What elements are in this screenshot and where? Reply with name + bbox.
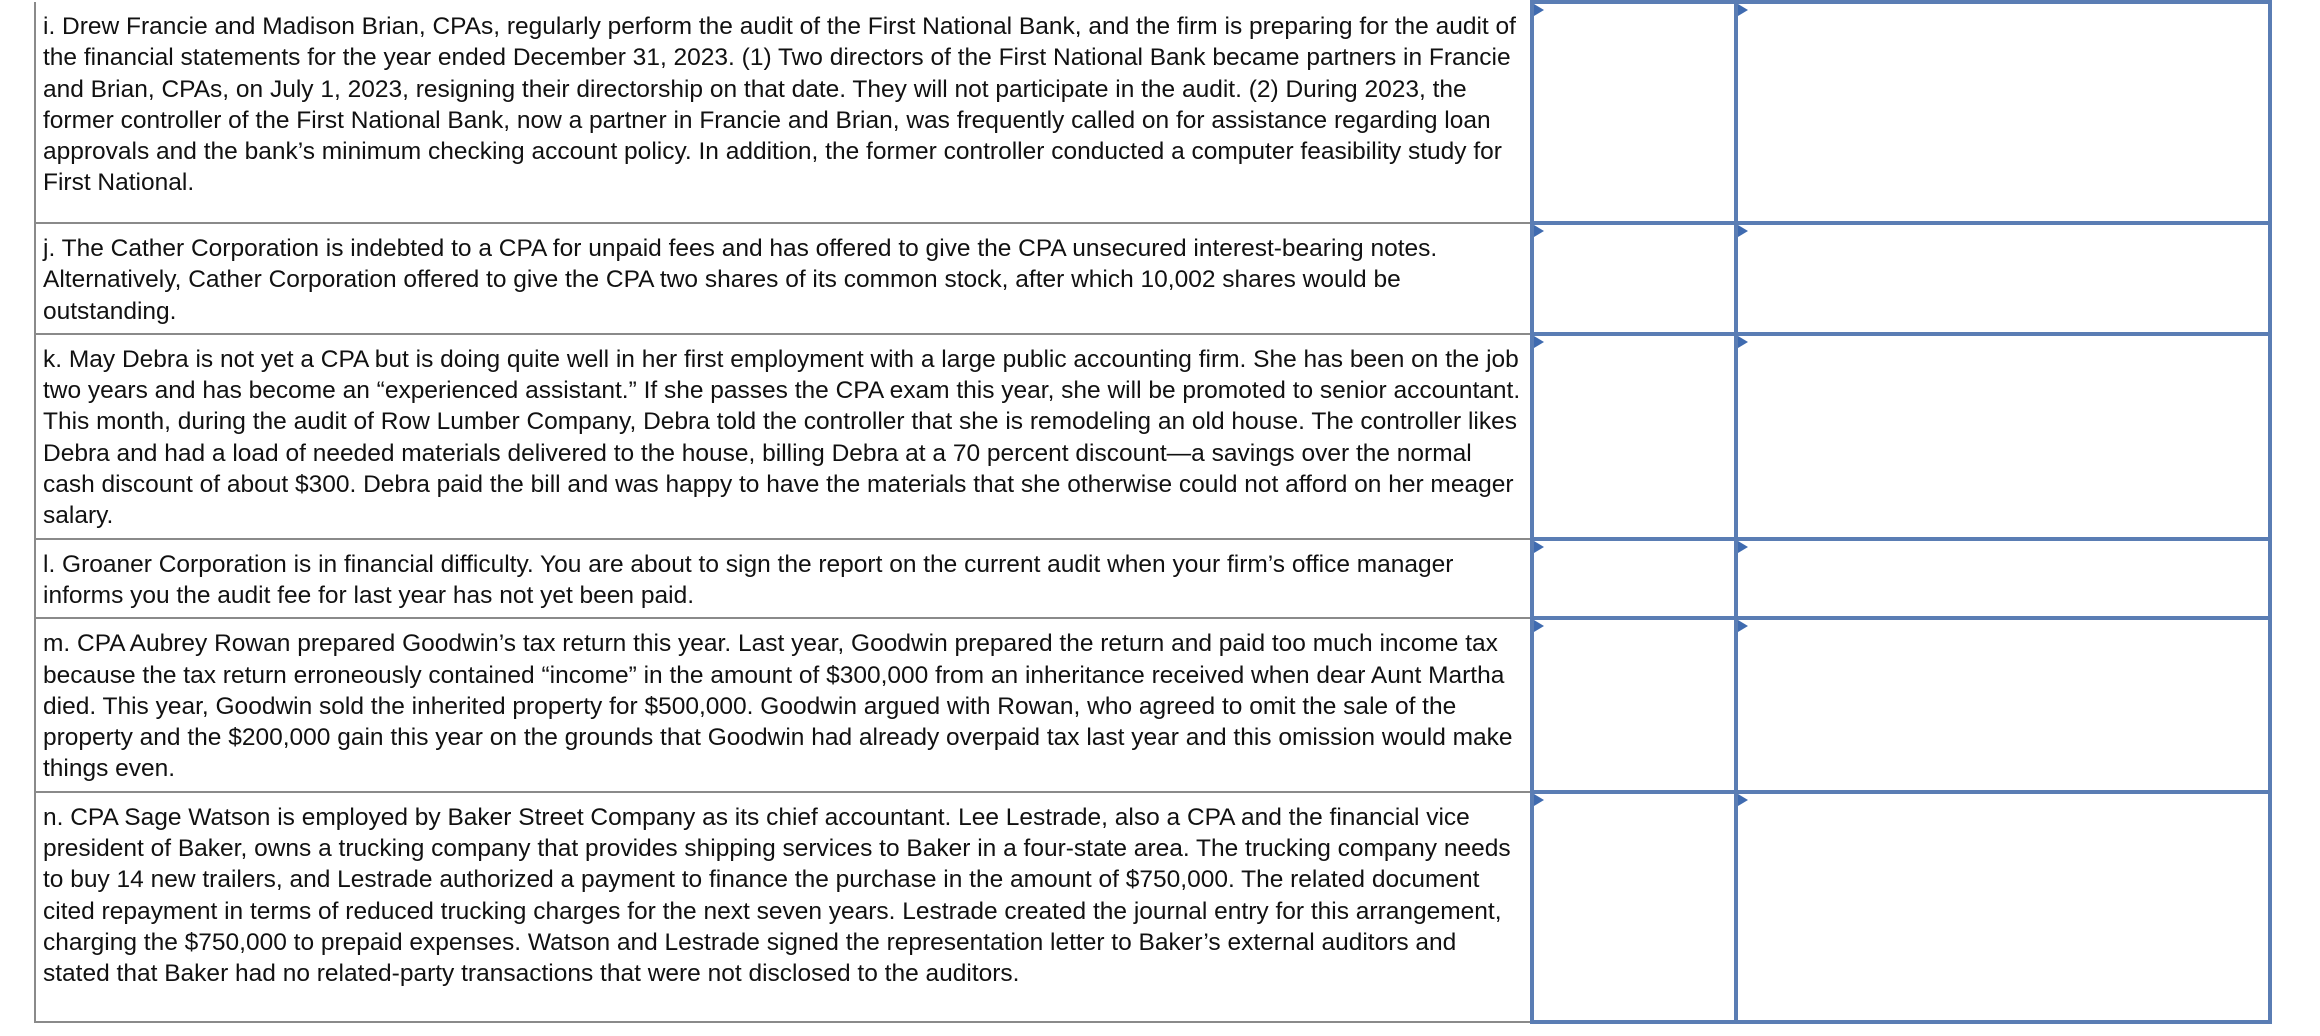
answer-select-2-i-area[interactable] xyxy=(1738,4,2268,221)
answer-select-2-m[interactable] xyxy=(1736,618,2270,791)
answer-select-1-m-area[interactable] xyxy=(1534,620,1734,789)
scenario-cell-n xyxy=(35,792,1532,1022)
dropdown-caret-icon xyxy=(1738,4,1748,16)
table-row-i xyxy=(35,2,2270,223)
answer-select-1-j[interactable] xyxy=(1532,223,1736,334)
scenario-text-l: l. Groaner Corporation is in financial difficulty. You are about to sign the report on the current audit when your firm’s office manager informs you the audit fee for last year has not yet been paid. xyxy=(43,550,1454,609)
answer-select-2-l[interactable] xyxy=(1736,539,2270,619)
dropdown-caret-icon xyxy=(1534,336,1544,348)
answer-select-1-l[interactable] xyxy=(1532,539,1736,619)
scenario-table xyxy=(34,0,2272,1024)
scenario-text-k: k. May Debra is not yet a CPA but is doing quite well in her first employment with a large public accounting firm. She has been on the job two years and has become an “experienced assistant.” If she passes the CPA exam this year, she will be promoted to senior accountant. This month, during the audit of Row Lumber Company, Debra told the controller that she is remodeling an old house. The controller likes Debra and had a load of needed materials delivered to the house, billing Debra at a 70 percent discount—a savings over the normal cash discount of about $300. Debra paid the bill and was happy to have the materials that she otherwise could not afford on her meager salary. xyxy=(43,345,1521,530)
table-row-n xyxy=(35,792,2270,1022)
answer-select-2-j-area[interactable] xyxy=(1738,225,2268,332)
answer-select-1-m[interactable] xyxy=(1532,618,1736,791)
dropdown-caret-icon xyxy=(1738,620,1748,632)
answer-select-1-k[interactable] xyxy=(1532,334,1736,539)
answer-select-2-i[interactable] xyxy=(1736,2,2270,223)
dropdown-caret-icon xyxy=(1534,4,1544,16)
answer-select-1-n-area[interactable] xyxy=(1534,794,1734,1020)
answer-select-1-l-area[interactable] xyxy=(1534,541,1734,617)
dropdown-caret-icon xyxy=(1738,541,1748,553)
answer-select-2-l-area[interactable] xyxy=(1738,541,2268,617)
dropdown-caret-icon xyxy=(1534,794,1544,806)
table-row-m xyxy=(35,618,2270,791)
scenario-text-i: i. Drew Francie and Madison Brian, CPAs, regularly perform the audit of the First National Bank, and the firm is preparing for the audit of the financial statements for the year ended December 31, 2023. (1) Two directors of the First National Bank became partners in Francie and Brian, CPAs, on July 1, 2023, resigning their directorship on that date. They will not participate in the audit. (2) During 2023, the former controller of the First National Bank, now a partner in Francie and Brian, was frequently called on for assistance regarding loan approvals and the bank’s minimum checking account policy. In addition, the former controller conducted a computer feasibility study for First National. xyxy=(43,13,1516,197)
answer-select-2-j[interactable] xyxy=(1736,223,2270,334)
scenario-text-n: n. CPA Sage Watson is employed by Baker Street Company as its chief accountant. Lee Lestrade, also a CPA and the financial vice president of Baker, owns a trucking company that provides shipping services to Baker in a four-state area. The trucking company needs to buy 14 new trailers, and Lestrade authorized a payment to finance the purchase in the amount of $750,000. The related document cited repayment in terms of reduced trucking charges for the next seven years. Lestrade created the journal entry for this arrangement, charging the $750,000 to prepaid expenses. Watson and Lestrade signed the representation letter to Baker’s external auditors and stated that Baker had no related-party transactions that were not disclosed to the auditors. xyxy=(43,803,1511,988)
table-row-k xyxy=(35,334,2270,539)
dropdown-caret-icon xyxy=(1738,794,1748,806)
scenario-cell-k xyxy=(35,334,1532,539)
scenario-cell-l xyxy=(35,539,1532,619)
dropdown-caret-icon xyxy=(1738,225,1748,237)
table-row-j xyxy=(35,223,2270,334)
dropdown-caret-icon xyxy=(1534,225,1544,237)
answer-select-1-k-area[interactable] xyxy=(1534,336,1734,537)
dropdown-caret-icon xyxy=(1534,541,1544,553)
answer-select-1-i-area[interactable] xyxy=(1534,4,1734,221)
dropdown-caret-icon xyxy=(1534,620,1544,632)
answer-select-1-i[interactable] xyxy=(1532,2,1736,223)
scenario-text-m: m. CPA Aubrey Rowan prepared Goodwin’s tax return this year. Last year, Goodwin prepared the return and paid too much income tax because the tax return erroneously contained “income” in the amount of $300,000 from an inheritance received when dear Aunt Martha died. This year, Goodwin sold the inherited property for $500,000. Goodwin argued with Rowan, who agreed to omit the sale of the property and the $200,000 gain this year on the grounds that Goodwin had already overpaid tax last year and this omission would make things even. xyxy=(43,630,1513,783)
answer-select-2-n-area[interactable] xyxy=(1738,794,2268,1020)
scenario-cell-i xyxy=(35,2,1532,223)
answer-select-2-k-area[interactable] xyxy=(1738,336,2268,537)
table-row-l xyxy=(35,539,2270,619)
scenario-cell-m xyxy=(35,618,1532,791)
answer-select-2-n[interactable] xyxy=(1736,792,2270,1022)
answer-select-1-j-area[interactable] xyxy=(1534,225,1734,332)
answer-select-2-k[interactable] xyxy=(1736,334,2270,539)
scenario-text-j: j. The Cather Corporation is indebted to a CPA for unpaid fees and has offered to give the CPA unsecured interest-bearing notes. Alternatively, Cather Corporation offered to give the CPA two shares of its common stock, after which 10,002 shares would be outstanding. xyxy=(43,235,1438,325)
scenario-cell-j xyxy=(35,223,1532,334)
dropdown-caret-icon xyxy=(1738,336,1748,348)
answer-select-2-m-area[interactable] xyxy=(1738,620,2268,789)
answer-select-1-n[interactable] xyxy=(1532,792,1736,1022)
